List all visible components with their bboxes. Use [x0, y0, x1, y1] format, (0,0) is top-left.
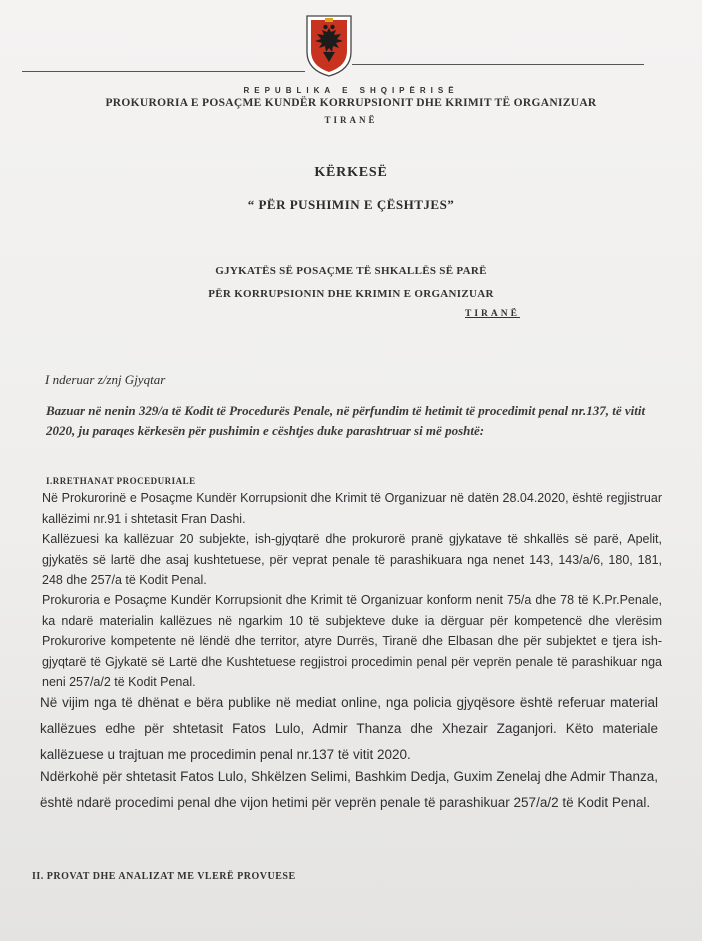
institution-city: TIRANË	[324, 115, 378, 125]
intro-paragraph: Bazuar në nenin 329/a të Kodit të Procedurës Penale, në përfundim të hetimit të procedimit penal nr.137, të vitit 2020, ju paraqes kërkesën për pushimin e cështjes duke parashtruar si më poshtë:	[46, 403, 646, 438]
addressee-line-2: PËR KORRUPSIONIN DHE KRIMIN E ORGANIZUAR	[208, 288, 494, 300]
albania-emblem-icon	[303, 12, 355, 78]
document-subtitle: “ PËR PUSHIMIN E ÇËSHTJES”	[247, 197, 455, 212]
section-heading-1: I.RRETHANAT PROCEDURIALE	[46, 476, 196, 486]
institution-name: PROKURORIA E POSAÇME KUNDËR KORRUPSIONIT DHE KRIMIT TË ORGANIZUAR	[105, 97, 597, 109]
addressee-line-1: GJYKATËS SË POSAÇME TË SHKALLËS SË PARË	[215, 265, 487, 277]
section-heading-2: II. PROVAT DHE ANALIZAT ME VLERË PROVUESE	[32, 871, 296, 882]
header-rule-right	[352, 64, 644, 65]
addressee-city: TIRANË	[465, 309, 520, 319]
paragraph-2: Kallëzuesi ka kallëzuar 20 subjekte, ish-gjyqtarë dhe prokurorë pranë gjykatave të shkallës së parë, Apelit, gjykatës së lartë dhe asaj kushtetuese, për veprat penale të parashikuara nga nenet 143, 143/a/6, 180, 181, 248 dhe 257/a të Kodit Penal.	[42, 532, 662, 587]
paragraph-1: Në Prokurorinë e Posaçme Kundër Korrupsionit dhe Krimit të Organizuar në datën 28.04.2020, është regjistruar kallëzimi nr.91 i shtetasit Fran Dashi.	[42, 491, 662, 526]
paragraph-4: Në vijim nga të dhënat e bëra publike në mediat online, nga policia gjyqësore është referuar material kallëzues edhe për shtetasit Fatos Lulo, Admir Thanza dhe Xhezair Zaganjori. Këto materiale kallëzuese u trajtuan me procedimin penal nr.137 të vitit 2020.	[40, 695, 658, 762]
document-title: KËRKESË	[314, 165, 388, 180]
salutation: I nderuar z/znj Gjyqtar	[45, 372, 166, 387]
header-rule-left	[22, 71, 305, 72]
republic-name: REPUBLIKA E SHQIPËRISË	[243, 86, 459, 95]
paragraph-3: Prokuroria e Posaçme Kundër Korrupsionit dhe Krimit të Organizuar konform nenit 75/a dhe 78 të K.Pr.Penale, ka ndarë materialin kallëzues në ngarkim 10 të subjekteve duke ia dërguar për kompetencë dhe vlerësim Prokurorive kompetente në lëndë dhe territor, atyre Durrës, Tiranë dhe Elbasan dhe për subjektet e tjera ish-gjyqtarë të Gjykatë së Lartë dhe Kushtetuese regjistroi procedimin penal për veprën penale të parashikuar nga neni 257/a/2 të Kodit Penal.	[42, 593, 662, 689]
paragraph-5: Ndërkohë për shtetasit Fatos Lulo, Shkëlzen Selimi, Bashkim Dedja, Guxim Zenelaj dhe Admir Thanza, është ndarë procedimi penal dhe vijon hetimi për veprën penale të parashikuar 257/a/2 të Kodit Penal.	[40, 769, 658, 810]
